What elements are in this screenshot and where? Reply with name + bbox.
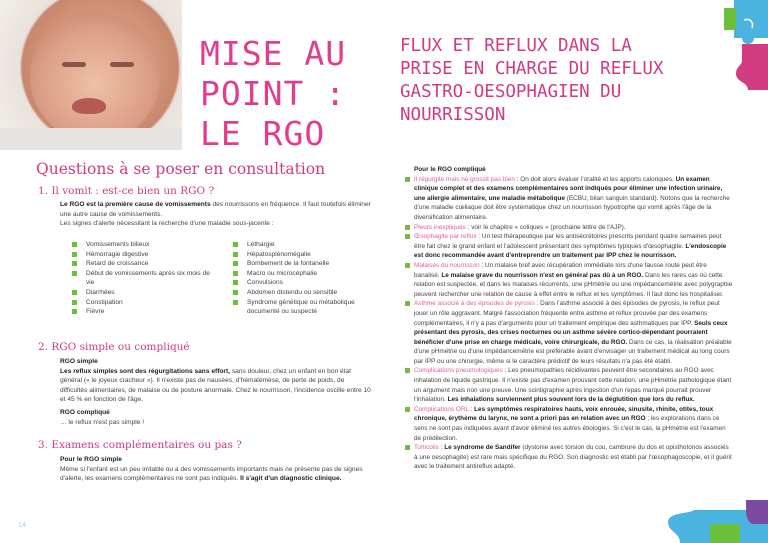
- item-tail: Dans ce cas, la réalisation préalable d'une pHmétrie ou d'une impédancemétrie est préférable avant d'envisager un traitement médical au long cours par IPP ou une chirurgie, même si le caractère prédictif de leurs résultats n'a pas été établi.: [414, 338, 732, 365]
- complicated-text: … le reflux n'est pas simple !: [60, 418, 145, 426]
- list-item: [414, 232, 734, 261]
- list-item: [414, 443, 734, 472]
- list-item: Retard de croissance: [72, 259, 222, 269]
- item-bold: L'endoscopie est donc recommandée avant d'entreprendre un traitement par IPP chez le nourrisson.: [414, 242, 727, 260]
- list-item: [414, 405, 734, 443]
- item-tail: ; les explorations dans ce sens ne sont pas indiquées avant d'avoir éliminé les autres étiologies. Si c'est le cas, la pHmétrie est l'examen de prédilection.: [414, 415, 726, 442]
- item-tail: Dans les rares cas où cette relation est suspectée, et dans les malaises récurrents, une pHmétrie ou une impédancemétrie avec polygraphie peuvent rechercher une relation de cause à effet entre le reflux et les symptômes. Il faut donc les hospitaliser.: [414, 271, 733, 298]
- item-bold: Le malaise grave du nourrisson n'est en général pas dû à un RGO.: [441, 271, 644, 279]
- item-text: : Dans l'asthme associé à des épisodes de pyrosis, le reflux peut jouer un rôle aggravant. Malgré l'association fréquente entre asthme et reflux prouvée par des examens complémentaires, il n'y a pas d'arguments pour un traitement empirique des asthmatiques par IPP.: [414, 300, 720, 327]
- list-item: [414, 175, 734, 223]
- puzzle-decoration-icon: [724, 0, 768, 90]
- list-item: Syndrome génétique ou métabolique documenté ou suspecté: [233, 298, 373, 317]
- list-item: Hépatosplénomégalie: [233, 250, 373, 260]
- section2-text: [60, 357, 372, 405]
- section2-heading: 2. RGO simple ou compliqué: [38, 341, 190, 353]
- section3-heading: 3. Examens complémentaires ou pas ?: [38, 439, 242, 451]
- section3-body: Même si l'enfant est un peu irritable ou a des vomissements importants mais ne présente pas de signes d'alerte, les examens complémentaires ne sont pas indiqués.: [60, 465, 363, 483]
- list-item: [414, 366, 734, 404]
- item-title: Pleurs inexpliqués: [414, 223, 466, 231]
- list-item: Macro ou microcéphalie: [233, 269, 373, 279]
- list-item: Léthargie: [233, 240, 373, 250]
- label-text: Pour le RGO compliqué: [414, 166, 486, 173]
- item-title: Malaises du nourrisson: [414, 261, 480, 269]
- left-page-title: [200, 34, 380, 154]
- list-item: Hémorragie digestive: [72, 250, 222, 260]
- item-bold: Les symptômes respiratoires hauts, voix enrouée, sinusite, rhinite, otites, toux chronique, érythème du larynx, ne sont a priori pas en relation avec un RGO: [414, 405, 714, 423]
- title-line: GASTRO-OESOPHAGIEN DU: [400, 82, 622, 102]
- item-text: :: [438, 444, 445, 452]
- section3-text: [60, 455, 372, 484]
- item-bold: Le syndrome de Sandifer: [444, 444, 521, 452]
- list-item: Début de vomissements après six mois de vie: [72, 269, 212, 288]
- right-label: [414, 165, 734, 175]
- item-title: Il régurgite mais ne grossit pas bien: [414, 175, 515, 183]
- list-item: [414, 223, 734, 233]
- section1-bold: Le RGO est la première cause de vomissements: [60, 201, 211, 208]
- puzzle-decoration-icon: [650, 500, 768, 543]
- title-line: LE RGO: [200, 114, 326, 153]
- list-item: Bombement de la fontanelle: [233, 259, 373, 269]
- item-tail: (ECBU, bilan sanguin standard). Notons que la recherche d'une maladie cœliaque doit être systématique chez un nourrisson hypotrophe qui vomit après l'âge de la diversification alimentaire.: [414, 194, 730, 221]
- item-text: : Un malaise bref avec récupération immédiate lors d'une fausse route peut être banalisé.: [414, 261, 707, 279]
- item-bold: Un examen clinique complet et des examens complémentaires sont indiqués pour éliminer une infection urinaire, une allergie alimentaire, une maladie métabolique: [414, 175, 723, 202]
- list-item: Constipation: [72, 298, 222, 308]
- item-tail: (dystonie avec torsion du cou, cambrure du dos et opisthotonos associés à une oesophagite) est rare mais spécifique du RGO. Son diagnostic est établi par l'œsophagoscopie, et il guérit avec le traitement antireflux adapté.: [414, 444, 732, 471]
- item-text: : On doit alors évaluer l'oralité et les apports caloriques.: [514, 175, 676, 183]
- title-line: MISE AU: [200, 34, 347, 73]
- list-item: Vomissements bilieux: [72, 240, 222, 250]
- questions-heading: Questions à se poser en consultation: [36, 160, 326, 178]
- alert-list-left: [72, 240, 222, 317]
- item-title: Complications ORL: [414, 405, 469, 413]
- section1-text: [60, 200, 372, 229]
- title-line: POINT :: [200, 74, 347, 113]
- item-text: : voir le chapitre « coliques » (prochaine lettre de l'AJP).: [465, 223, 626, 231]
- alert-list-right: [233, 240, 373, 317]
- item-bold: Seuls ceux présentant des pyrosis, des crises nocturnes ou un asthme sévère cortico-dépendant pourraient bénéficier d'une prise en charge médicale, voire chirurgicale, du RGO.: [414, 319, 728, 346]
- item-title: Complications pneumologiques: [414, 367, 503, 375]
- section1-heading: 1. Il vomit : est-ce bien un RGO ?: [38, 185, 215, 197]
- item-text: :: [468, 405, 475, 413]
- baby-photo: [0, 0, 182, 150]
- section3-bold: Il s'agit d'un diagnostic clinique.: [240, 475, 342, 483]
- section3-label: Pour le RGO simple: [60, 456, 122, 463]
- item-text: : Un test thérapeutique par les antisécrétoires prescrits pendant quatre semaines peut être fait chez le grand enfant et l'adolescent présentant des symptômes typiques d'œsophagite.: [414, 233, 722, 250]
- section1-rest: des nourrissons en fréquence. Il faut toutefois éliminer une autre cause de vomissements.: [60, 201, 371, 218]
- item-text: : Les pneumopathies récidivantes peuvent être secondaires au RGO avec inhalation de liquide gastrique. Il n'existe pas d'examen prouvant cette relation, une pHmétrie pathologique étant un argument mais non une preuve. Une scintigraphie après ingestion d'un repas marqué pourrait prouver l'inhalation.: [414, 367, 732, 404]
- title-line: NOURRISSON: [400, 105, 506, 125]
- item-title: Asthme associé à des épisodes de pyrosis: [414, 300, 535, 308]
- list-item: [414, 261, 734, 299]
- list-item: [414, 299, 734, 366]
- list-item: Abdomen distendu ou sensible: [233, 288, 373, 298]
- complicated-label: RGO compliqué: [60, 409, 110, 416]
- list-item: Convulsions: [233, 278, 373, 288]
- item-title: Œsophagite par reflux: [414, 233, 477, 241]
- list-item: Fièvre: [72, 307, 222, 317]
- page-number-left: 14: [18, 522, 26, 529]
- item-title: Torticolis: [414, 444, 439, 452]
- simple-bold: Les reflux simples sont des régurgitations sans effort,: [60, 367, 231, 375]
- simple-label: RGO simple: [60, 358, 98, 365]
- right-page-title: [400, 35, 730, 127]
- item-bold: Les inhalations surviennent plus souvent lors de la déglutition que lors du reflux.: [447, 396, 695, 404]
- list-item: Diarrhées: [72, 288, 222, 298]
- complicated-block: [60, 408, 372, 427]
- title-line: PRISE EN CHARGE DU REFLUX: [400, 59, 664, 79]
- right-column: [414, 165, 734, 472]
- section1-alert-intro: Les signes d'alerte nécessitant la recherche d'une maladie sous-jacente :: [60, 220, 274, 228]
- simple-rest: sans douleur, chez un enfant en bon état général (« le joyeux cracheur »). Il n'existe pas de nausées, d'hématémèse, de perte de poids, de difficultés alimentaires, de malaise ou de posture anormale. Chez le nourrisson, l'incidence oscille entre 10 et 45 % en fonction de l'âge.: [60, 367, 371, 404]
- title-line: FLUX ET REFLUX DANS LA: [400, 36, 632, 56]
